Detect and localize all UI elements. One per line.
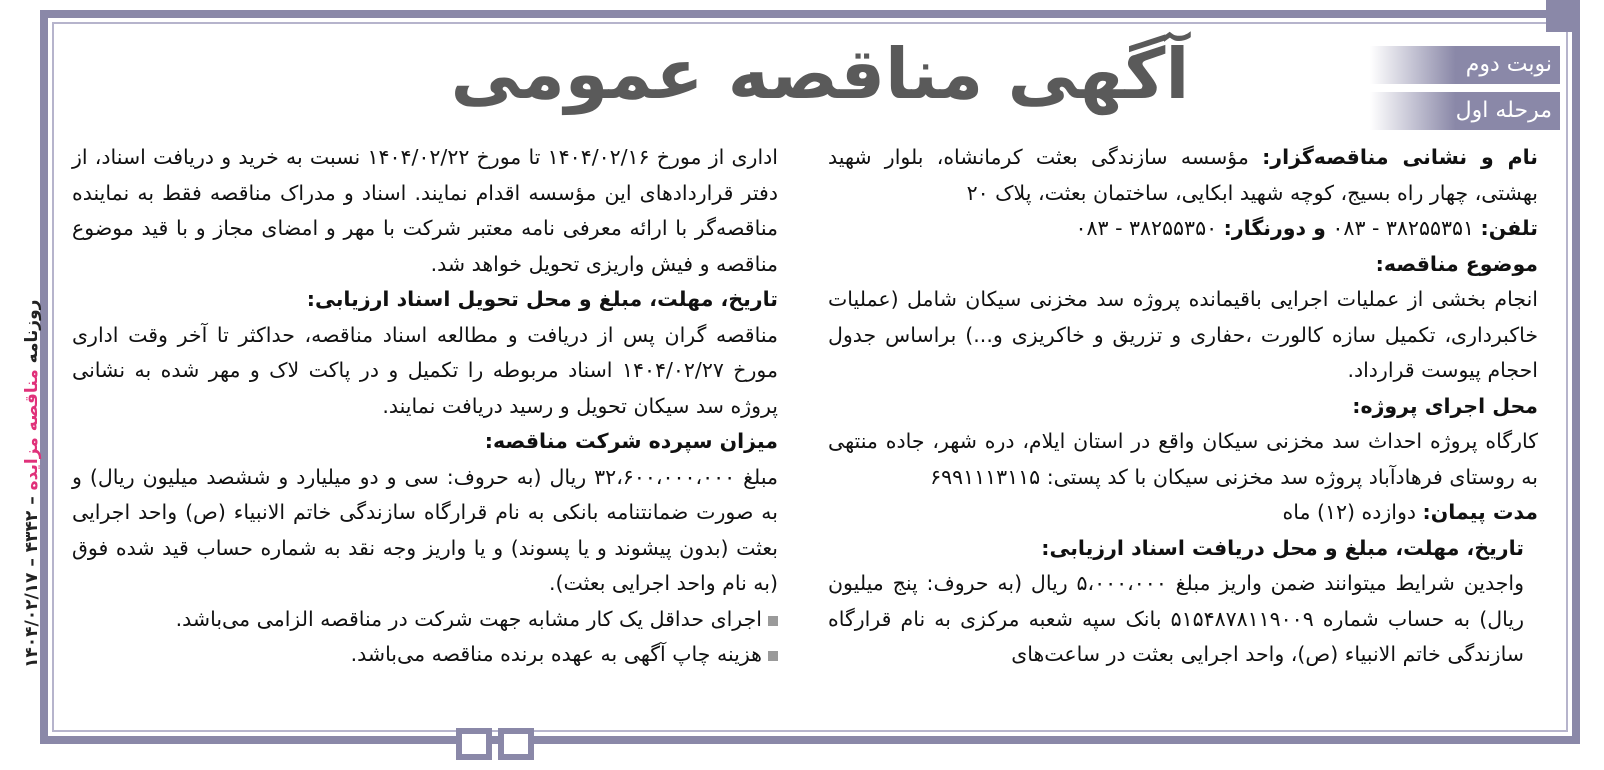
duration-text: دوازده (۱۲) ماه <box>1282 500 1423 524</box>
stage-badge: مرحله اول <box>1370 92 1560 130</box>
subject-text: انجام بخشی از عملیات اجرایی باقیمانده پروژه سد مخزنی سیکان شامل (عملیات خاکبرداری، تکمیل سازه کالورت ،حفاری و تزریق و خاکریزی و...) براساس جدول احجام پیوست قرارداد. <box>828 287 1538 382</box>
left-column <box>72 140 778 673</box>
duration-label: مدت پیمان: <box>1422 500 1538 524</box>
newspaper-logo: مناقصه مزایده <box>22 369 42 491</box>
contact-paragraph <box>828 211 1538 247</box>
organizer-label: نام و نشانی مناقصه‌گزار: <box>1262 145 1538 169</box>
corner-tab <box>1546 0 1580 32</box>
delivery-text: مناقصه گران پس از دریافت و مطالعه اسناد مناقصه، حداکثر تا آخر وقت اداری مورخ ۱۴۰۴/۰۲/۲۷ اسناد مربوطه را تکمیل و در پاکت لاک و مهر شده به نشانی پروژه سد سیکان تحویل و رسید دریافت نمایند. <box>72 322 778 418</box>
fax-text: ۳۸۲۵۵۳۵۰ - ۰۸۳ <box>1075 216 1224 240</box>
side-label-issue: – ۴۳۴۲ – ۱۴۰۴/۰۲/۱۷ <box>22 496 42 669</box>
requirement-bullet: اجرای حداقل یک کار مشابه جهت شرکت در مناقصه الزامی می‌باشد. <box>72 602 778 638</box>
receive-text: واجدین شرایط میتوانند ضمن واریز مبلغ ۵،۰۰۰،۰۰۰ ریال (به حروف: پنج میلیون ریال) به حساب شماره ۵۱۵۴۸۷۸۱۱۹۰۰۹ بانک سپه شعبه مرکزی به نام قرارگاه سازندگی خاتم الانبیاء (ص)، واحد اجرایی بعثت در ساعت‌های <box>828 571 1524 666</box>
deposit-heading: میزان سپرده شرکت مناقصه: <box>484 429 778 453</box>
side-label-prefix: روزنامه <box>22 300 42 364</box>
bottom-decoration <box>456 728 534 760</box>
subject-heading: موضوع مناقصه: <box>1375 251 1538 276</box>
phone-text: ۳۸۲۵۵۳۵۱ - ۰۸۳ <box>1325 216 1481 240</box>
decor-box-left <box>456 728 492 760</box>
round-badge: نوبت دوم <box>1370 46 1560 84</box>
page-title: آگهی مناقصه عمومی <box>450 33 1190 115</box>
organizer-paragraph <box>828 140 1538 211</box>
deposit-text: مبلغ ۳۲،۶۰۰،۰۰۰،۰۰۰ ریال (به حروف: سی و دو میلیارد و ششصد میلیون ریال) و به صورت ضمانتنامه بانکی به نام قرارگاه سازندگی خاتم الانبیاء (ص) واحد اجرایی بعثت (بدون پیشوند و یا پسوند) و یا واریز وجه نقد به شماره حساب قید شده فوق (به نام واحد اجرایی بعثت). <box>72 464 778 595</box>
cost-bullet: هزینه چاپ آگهی به عهده برنده مناقصه می‌باشد. <box>72 637 778 673</box>
decor-box-right <box>498 728 534 760</box>
right-column <box>828 140 1538 673</box>
location-heading: محل اجرای پروژه: <box>1352 393 1538 418</box>
delivery-heading: تاریخ، مهلت، مبلغ و محل تحویل اسناد ارزیابی: <box>306 287 778 311</box>
newspaper-side-label <box>22 300 62 669</box>
phone-label: تلفن: <box>1480 216 1538 240</box>
continued-text: اداری از مورخ ۱۴۰۴/۰۲/۱۶ تا مورخ ۱۴۰۴/۰۲/۲۲ نسبت به خرید و دریافت اسناد، از دفتر قراردادهای این مؤسسه اقدام نمایند. اسناد و مدراک مناقصه فقط به نماینده مناقصه‌گر با ارائه معرفی نامه معتبر شرکت با مهر و امضای مجاز و با قید موضوع مناقصه و فیش واریزی تحویل خواهد شد. <box>72 145 778 276</box>
fax-label: و دورنگار: <box>1223 216 1326 240</box>
duration-paragraph <box>828 495 1538 531</box>
location-text: کارگاه پروژه احداث سد مخزنی سیکان واقع در استان ایلام، دره شهر، جاده منتهی به روستای فرهادآباد پروژه سد مخزنی سیکان با کد پستی: ۶۹۹۱۱۱۳۱۱۵ <box>828 429 1538 489</box>
organizer-text: مؤسسه سازندگی بعثت کرمانشاه، بلوار شهید بهشتی، چهار راه بسیج، کوچه شهید ابکایی، ساختمان بعثت، پلاک ۲۰ <box>828 145 1538 205</box>
receive-heading: تاریخ، مهلت، مبلغ و محل دریافت اسناد ارزیابی: <box>1041 535 1524 560</box>
